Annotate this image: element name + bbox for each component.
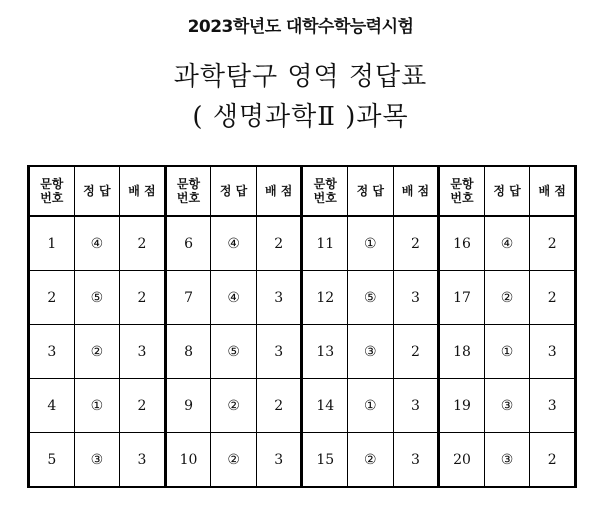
answer-cell: ①: [348, 379, 394, 433]
answer-cell: ①: [484, 325, 530, 379]
question-number: 12: [302, 271, 348, 325]
table-row: [29, 325, 576, 379]
header-question: 문항 번호: [29, 166, 75, 216]
score-cell: 2: [120, 271, 166, 325]
header-score: 배 점: [256, 166, 302, 216]
answer-cell: ②: [74, 325, 120, 379]
question-number: 15: [302, 433, 348, 488]
header-answer: 정 답: [211, 166, 257, 216]
header-answer: 정 답: [348, 166, 394, 216]
score-cell: 3: [393, 433, 439, 488]
question-number: 18: [439, 325, 485, 379]
answer-cell: ⑤: [348, 271, 394, 325]
header-score: 배 점: [530, 166, 576, 216]
subject-title: ( 생명과학Ⅱ )과목: [192, 102, 409, 132]
answer-cell: ③: [348, 325, 394, 379]
score-cell: 2: [393, 216, 439, 271]
question-number: 9: [165, 379, 211, 433]
answer-cell: ④: [211, 216, 257, 271]
question-number: 3: [29, 325, 75, 379]
score-cell: 2: [120, 216, 166, 271]
table-row: [29, 216, 576, 271]
answer-cell: ③: [484, 379, 530, 433]
question-number: 10: [165, 433, 211, 488]
question-number: 8: [165, 325, 211, 379]
header-row: [29, 166, 576, 216]
answer-cell: ③: [484, 433, 530, 488]
question-number: 7: [165, 271, 211, 325]
question-number: 1: [29, 216, 75, 271]
score-cell: 3: [393, 379, 439, 433]
score-cell: 3: [256, 271, 302, 325]
answer-key-title: 과학탐구 영역 정답표: [173, 62, 428, 92]
score-cell: 2: [530, 216, 576, 271]
score-cell: 2: [256, 216, 302, 271]
table-row: [29, 379, 576, 433]
answer-cell: ③: [74, 433, 120, 488]
question-number: 5: [29, 433, 75, 488]
question-number: 19: [439, 379, 485, 433]
header-question: 문항 번호: [165, 166, 211, 216]
header-answer: 정 답: [484, 166, 530, 216]
question-number: 6: [165, 216, 211, 271]
score-cell: 3: [530, 325, 576, 379]
score-cell: 2: [530, 271, 576, 325]
score-cell: 2: [120, 379, 166, 433]
question-number: 20: [439, 433, 485, 488]
answer-table: [27, 165, 577, 488]
header-question: 문항 번호: [439, 166, 485, 216]
answer-cell: ①: [348, 216, 394, 271]
score-cell: 3: [256, 433, 302, 488]
score-cell: 2: [256, 379, 302, 433]
answer-cell: ⑤: [74, 271, 120, 325]
exam-title: 2023학년도 대학수학능력시험: [187, 17, 414, 37]
answer-cell: ②: [211, 433, 257, 488]
header-question: 문항 번호: [302, 166, 348, 216]
score-cell: 3: [530, 379, 576, 433]
score-cell: 3: [120, 433, 166, 488]
score-cell: 2: [393, 325, 439, 379]
answer-cell: ⑤: [211, 325, 257, 379]
score-cell: 3: [256, 325, 302, 379]
answer-cell: ②: [484, 271, 530, 325]
header-score: 배 점: [120, 166, 166, 216]
score-cell: 3: [120, 325, 166, 379]
answer-cell: ④: [211, 271, 257, 325]
answer-cell: ②: [348, 433, 394, 488]
answer-body: [29, 216, 576, 487]
question-number: 11: [302, 216, 348, 271]
score-cell: 3: [393, 271, 439, 325]
table-row: [29, 433, 576, 488]
question-number: 4: [29, 379, 75, 433]
answer-cell: ④: [74, 216, 120, 271]
header-score: 배 점: [393, 166, 439, 216]
answer-cell: ②: [211, 379, 257, 433]
answer-cell: ①: [74, 379, 120, 433]
question-number: 13: [302, 325, 348, 379]
question-number: 16: [439, 216, 485, 271]
question-number: 2: [29, 271, 75, 325]
table-row: [29, 271, 576, 325]
header-answer: 정 답: [74, 166, 120, 216]
question-number: 17: [439, 271, 485, 325]
question-number: 14: [302, 379, 348, 433]
score-cell: 2: [530, 433, 576, 488]
answer-cell: ④: [484, 216, 530, 271]
